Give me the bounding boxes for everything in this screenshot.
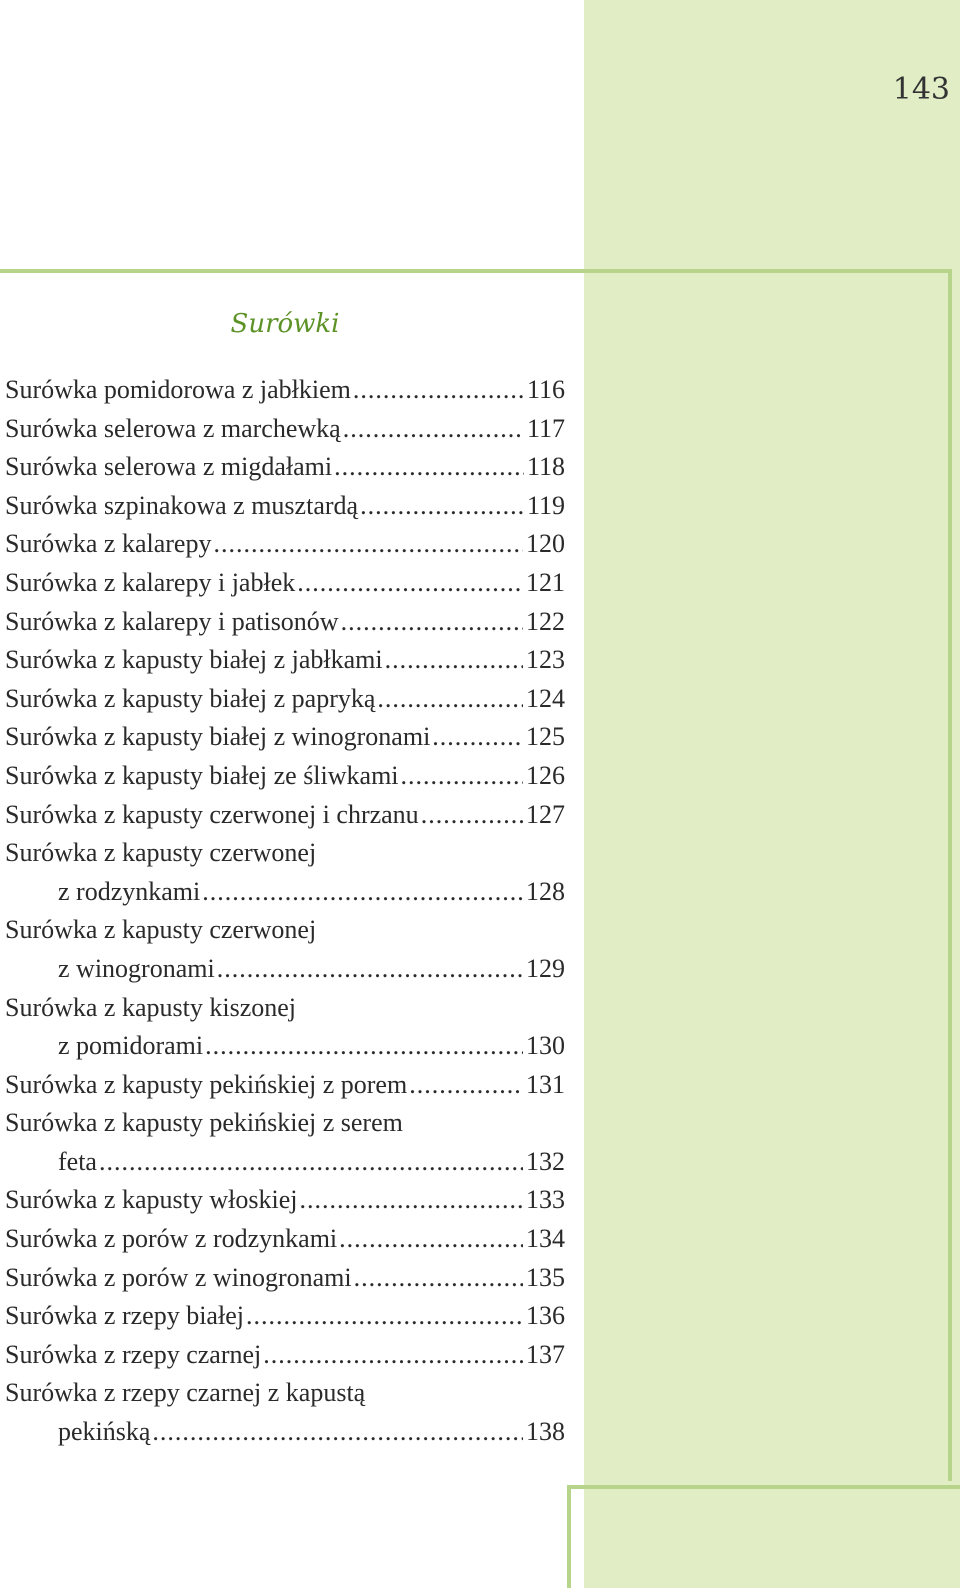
toc-entry-page: 125 (526, 722, 565, 752)
toc-entry-title: Surówka z kapusty białej z papryką (5, 683, 376, 713)
dot-leader (297, 564, 523, 603)
toc-entry-title: Surówka z kapusty czerwonej (5, 838, 317, 868)
toc-entry-page: 119 (526, 490, 565, 520)
toc-entry-title: Surówka z rzepy czarnej z kapustą (5, 1378, 366, 1408)
toc-entry (5, 1297, 565, 1336)
toc-entry-line (5, 487, 565, 526)
toc-entry-line (5, 564, 565, 603)
toc-entry-line (5, 448, 565, 487)
toc-entry-title: Surówka selerowa z migdałami (5, 452, 333, 482)
toc-entry (5, 1104, 565, 1181)
toc-entry-line (5, 1104, 565, 1143)
toc-entry-title: Surówka z kapusty białej z jabłkami (5, 645, 383, 675)
toc-entry-line (5, 1181, 565, 1220)
dot-leader (334, 448, 524, 487)
toc-entry (5, 718, 565, 757)
toc-entry-title: z winogronami (58, 953, 215, 983)
toc-entry-title: Surówka z kapusty włoskiej (5, 1185, 298, 1215)
toc-entry-line (5, 1259, 565, 1298)
toc-entry (5, 1181, 565, 1220)
toc-entry-page: 133 (526, 1185, 565, 1215)
toc-entry-title: Surówka z kapusty czerwonej i chrzanu (5, 799, 419, 829)
toc-entry-page: 121 (526, 567, 565, 597)
toc-entry-page: 137 (526, 1339, 565, 1369)
toc-entry (5, 834, 565, 911)
toc-entry-line (5, 1413, 565, 1452)
toc-entry-line (5, 1220, 565, 1259)
dot-leader (299, 1181, 523, 1220)
toc-entry-page: 124 (526, 683, 565, 713)
toc-entry-title: Surówka z kapusty pekińskiej z porem (5, 1069, 408, 1099)
toc-entry-title: Surówka z kalarepy (5, 529, 212, 559)
toc-entry-line (5, 911, 565, 950)
dot-leader (152, 1413, 523, 1452)
toc-entry (5, 911, 565, 988)
toc-entry-page: 130 (526, 1031, 565, 1061)
toc-entry-page: 138 (526, 1417, 565, 1447)
toc-entry (5, 564, 565, 603)
toc-entry-page: 129 (526, 953, 565, 983)
toc-entry (5, 525, 565, 564)
toc-entry-title: Surówka z kapusty kiszonej (5, 992, 297, 1022)
dot-leader (421, 796, 523, 835)
toc-entry-page: 117 (526, 413, 565, 443)
frame-rule-bottom (567, 1485, 960, 1489)
toc-entry-title: Surówka z kapusty czerwonej (5, 915, 317, 945)
toc-entry-line (5, 641, 565, 680)
toc-entry-page: 122 (526, 606, 565, 636)
dot-leader (246, 1297, 523, 1336)
toc-entry-page: 136 (526, 1301, 565, 1331)
dot-leader (205, 1027, 523, 1066)
toc-entry-title: Surówka z rzepy czarnej (5, 1339, 262, 1369)
toc-entry-title: Surówka z rzepy białej (5, 1301, 244, 1331)
toc-entry-title: Surówka z kapusty pekińskiej z serem (5, 1108, 403, 1138)
toc-entry (5, 1374, 565, 1451)
toc-entry-title: Surówka z kalarepy i patisonów (5, 606, 339, 636)
toc-entry-line (5, 1143, 565, 1182)
frame-rule-right (948, 269, 952, 1481)
toc-entry-title: Surówka z kapusty białej ze śliwkami (5, 760, 399, 790)
frame-rule-top (0, 269, 952, 273)
side-panel (584, 0, 960, 1588)
toc-entry-line (5, 834, 565, 873)
dot-leader (432, 718, 523, 757)
toc-entry (5, 448, 565, 487)
dot-leader (343, 410, 524, 449)
toc-entry-title: Surówka z kalarepy i jabłek (5, 567, 296, 597)
table-of-contents (5, 371, 565, 1452)
toc-entry-line (5, 1297, 565, 1336)
toc-entry-page: 128 (526, 876, 565, 906)
toc-entry (5, 487, 565, 526)
toc-entry-line (5, 796, 565, 835)
toc-entry-title: feta (58, 1146, 97, 1176)
toc-entry-page: 131 (526, 1069, 565, 1099)
toc-entry-line (5, 873, 565, 912)
toc-entry-title: z rodzynkami (58, 876, 201, 906)
toc-entry-line (5, 410, 565, 449)
toc-entry-title: Surówka pomidorowa z jabłkiem (5, 375, 351, 404)
toc-entry-line (5, 680, 565, 719)
dot-leader (377, 680, 523, 719)
toc-entry-line (5, 989, 565, 1028)
toc-entry (5, 680, 565, 719)
toc-entry-title: Surówka selerowa z marchewką (5, 413, 341, 443)
toc-entry-line (5, 950, 565, 989)
toc-entry (5, 1066, 565, 1105)
dot-leader (360, 487, 524, 526)
section-title: Surówki (230, 309, 340, 339)
toc-entry-title: pekińską (58, 1417, 151, 1447)
dot-leader (213, 525, 523, 564)
toc-entry-line (5, 371, 565, 410)
toc-entry (5, 796, 565, 835)
toc-entry-page: 116 (526, 375, 565, 404)
toc-entry-line (5, 1027, 565, 1066)
dot-leader (339, 1220, 523, 1259)
toc-entry-page: 132 (526, 1146, 565, 1176)
dot-leader (263, 1336, 523, 1375)
dot-leader (385, 641, 523, 680)
dot-leader (341, 603, 523, 642)
dot-leader (401, 757, 523, 796)
toc-entry-page: 120 (526, 529, 565, 559)
toc-entry-title: Surówka z porów z rodzynkami (5, 1224, 338, 1254)
toc-entry-line (5, 1336, 565, 1375)
toc-entry-line (5, 603, 565, 642)
toc-entry (5, 603, 565, 642)
dot-leader (217, 950, 523, 989)
toc-entry-page: 126 (526, 760, 565, 790)
toc-entry-line (5, 757, 565, 796)
toc-entry-page: 127 (526, 799, 565, 829)
toc-entry-title: z pomidorami (58, 1031, 204, 1061)
dot-leader (99, 1143, 523, 1182)
dot-leader (409, 1066, 523, 1105)
toc-entry-title: Surówka z kapusty białej z winogronami (5, 722, 431, 752)
toc-entry-title: Surówka z porów z winogronami (5, 1262, 352, 1292)
toc-entry (5, 641, 565, 680)
toc-entry (5, 410, 565, 449)
frame-rule-bottom-left (567, 1485, 571, 1588)
toc-entry-page: 135 (526, 1262, 565, 1292)
toc-entry (5, 989, 565, 1066)
toc-entry-line (5, 525, 565, 564)
dot-leader (202, 873, 523, 912)
toc-entry-line (5, 718, 565, 757)
toc-entry-line (5, 1374, 565, 1413)
toc-entry-title: Surówka szpinakowa z musztardą (5, 490, 359, 520)
toc-entry-line (5, 1066, 565, 1105)
dot-leader (354, 1259, 523, 1298)
toc-entry-page: 134 (526, 1224, 565, 1254)
toc-entry (5, 371, 565, 410)
toc-entry (5, 1220, 565, 1259)
page-number: 143 (892, 72, 950, 107)
toc-entry-page: 123 (526, 645, 565, 675)
toc-entry (5, 1336, 565, 1375)
toc-entry (5, 1259, 565, 1298)
toc-entry (5, 757, 565, 796)
toc-entry-page: 118 (526, 452, 565, 482)
dot-leader (353, 371, 524, 410)
